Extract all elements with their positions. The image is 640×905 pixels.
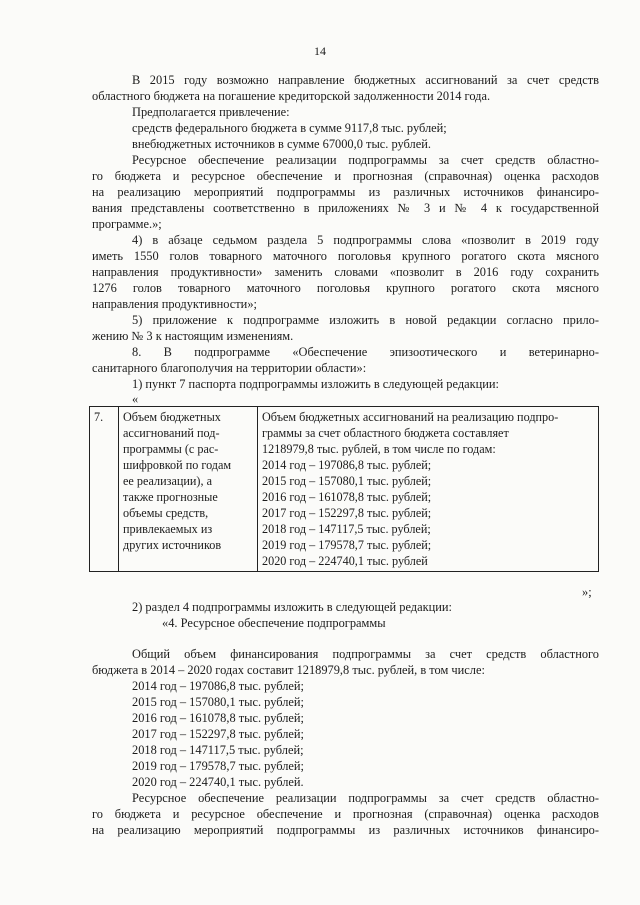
content-line: 1218979,8 тыс. рублей, в том числе по годам: xyxy=(262,442,496,456)
label-line: ее реализации), а xyxy=(123,474,212,488)
quote-close: »; xyxy=(582,585,592,599)
content-line: Объем бюджетных ассигнований на реализацию подпро- xyxy=(262,410,559,424)
year-item: 2018 год – 147117,5 тыс. рублей; xyxy=(132,743,304,757)
year-item: 2014 год – 197086,8 тыс. рублей; xyxy=(132,679,304,693)
content-line: 2015 год – 157080,1 тыс. рублей; xyxy=(262,474,432,488)
label-line: других источников xyxy=(123,538,222,552)
content-line: 2019 год – 179578,7 тыс. рублей; xyxy=(262,538,432,552)
content-line: 2016 год – 161078,8 тыс. рублей; xyxy=(262,490,432,504)
year-item: 2020 год – 224740,1 тыс. рублей. xyxy=(132,775,304,789)
paragraph-line: 2) раздел 4 подпрограммы изложить в следующей редакции: xyxy=(132,600,452,614)
content-line: 2018 год – 147117,5 тыс. рублей; xyxy=(262,522,431,536)
paragraph-line: санитарного благополучия на территории области»: xyxy=(92,361,367,375)
quote-open: « xyxy=(132,392,139,406)
paragraph-line: Ресурсное обеспечение реализации подпрограммы за счет средств областно- xyxy=(132,791,599,805)
paragraph-line: вания представлены соответственно в приложениях № 3 и № 4 к государственной xyxy=(92,201,599,215)
paragraph-line: 1276 голов товарного маточного поголовья крупного рогатого скота мясного xyxy=(92,281,599,295)
paragraph-line: направления продуктивности»; xyxy=(92,297,257,311)
paragraph-line: 5) приложение к подпрограмме изложить в новой редакции согласно прило- xyxy=(132,313,599,327)
paragraph-line: внебюджетных источников в сумме 67000,0 тыс. рублей. xyxy=(132,137,431,151)
year-item: 2019 год – 179578,7 тыс. рублей; xyxy=(132,759,304,773)
paragraph-line: 8. В подпрограмме «Обеспечение эпизоотического и ветеринарно- xyxy=(132,345,599,359)
table-row xyxy=(90,407,599,572)
paragraph-line: на реализацию мероприятий подпрограммы из различных источников финансиро- xyxy=(92,185,599,199)
label-line: также прогнозные xyxy=(123,490,218,504)
paragraph-line: Предполагается привлечение: xyxy=(132,105,290,119)
label-line: привлекаемых из xyxy=(123,522,213,536)
page-number: 14 xyxy=(314,44,326,58)
table-cell-label xyxy=(119,407,258,572)
table-cell-num: 7. xyxy=(90,407,119,572)
paragraph-line: 1) пункт 7 паспорта подпрограммы изложить в следующей редакции: xyxy=(132,377,499,391)
content-line: 2017 год – 152297,8 тыс. рублей; xyxy=(262,506,432,520)
paragraph-line: 4) в абзаце седьмом раздела 5 подпрограммы слова «позволит в 2019 году xyxy=(132,233,599,247)
year-item: 2017 год – 152297,8 тыс. рублей; xyxy=(132,727,304,741)
table-cell-content xyxy=(258,407,599,572)
paragraph-line: областного бюджета на погашение кредиторской задолженности 2014 года. xyxy=(92,89,491,103)
label-line: Объем бюджетных xyxy=(123,410,221,424)
paragraph-line: Общий объем финансирования подпрограммы за счет средств областного xyxy=(132,647,599,661)
paragraph-line: жению № 3 к настоящим изменениям. xyxy=(92,329,294,343)
paragraph-line: иметь 1550 голов товарного маточного поголовья крупного рогатого скота мясного xyxy=(92,249,599,263)
label-line: ассигнований под- xyxy=(123,426,220,440)
label-line: программы (с рас- xyxy=(123,442,219,456)
paragraph-line: на реализацию мероприятий подпрограммы из различных источников финансиро- xyxy=(92,823,599,837)
year-item: 2016 год – 161078,8 тыс. рублей; xyxy=(132,711,304,725)
paragraph-line: го бюджета и ресурсное обеспечение и прогнозная (справочная) оценка расходов xyxy=(92,807,599,821)
paragraph-line: направления продуктивности» заменить словами «позволит в 2016 году сохранить xyxy=(92,265,599,279)
label-line: шифровкой по годам xyxy=(123,458,232,472)
paragraph-line: программе.»; xyxy=(92,217,162,231)
paragraph-line: Ресурсное обеспечение реализации подпрограммы за счет средств областно- xyxy=(132,153,599,167)
content-line: граммы за счет областного бюджета составляет xyxy=(262,426,509,440)
content-line: 2014 год – 197086,8 тыс. рублей; xyxy=(262,458,432,472)
label-line: объемы средств, xyxy=(123,506,209,520)
content-line: 2020 год – 224740,1 тыс. рублей xyxy=(262,554,428,568)
paragraph-line: бюджета в 2014 – 2020 годах составит 1218979,8 тыс. рублей, в том числе: xyxy=(92,663,485,677)
paragraph-line: го бюджета и ресурсное обеспечение и прогнозная (справочная) оценка расходов xyxy=(92,169,599,183)
year-item: 2015 год – 157080,1 тыс. рублей; xyxy=(132,695,304,709)
paragraph-line: В 2015 году возможно направление бюджетных ассигнований за счет средств xyxy=(132,73,599,87)
section-title: «4. Ресурсное обеспечение подпрограммы xyxy=(162,616,386,630)
passport-table xyxy=(89,406,599,572)
paragraph-line: средств федерального бюджета в сумме 9117,8 тыс. рублей; xyxy=(132,121,447,135)
